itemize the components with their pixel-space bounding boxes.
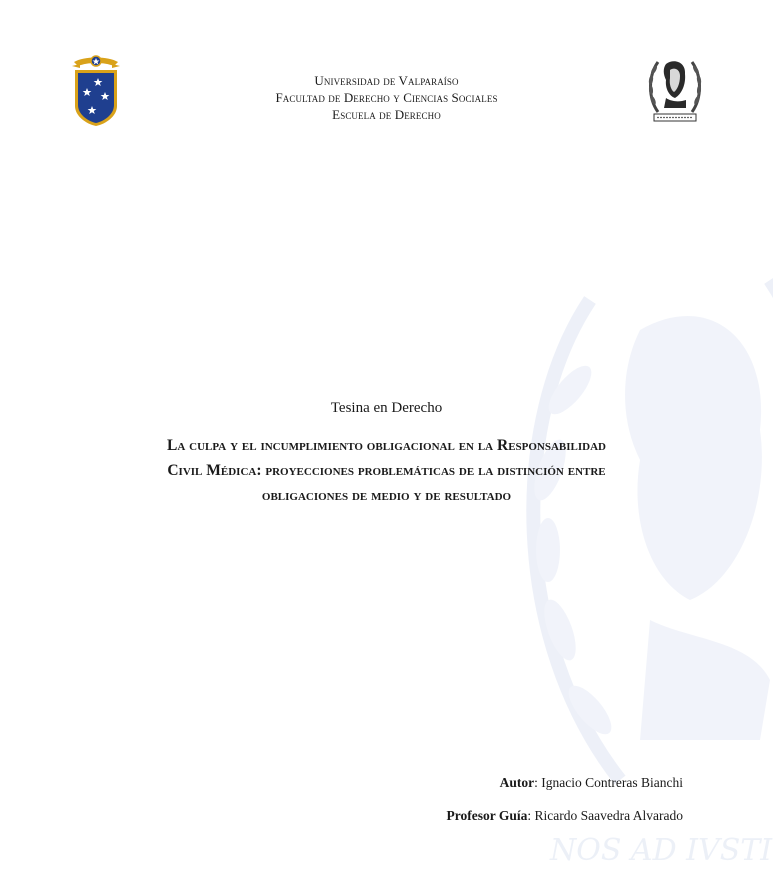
university-name: Universidad de Valparaíso: [314, 73, 459, 88]
degree-type: Tesina en Derecho: [330, 400, 443, 416]
thesis-title-line-3: obligaciones de medio y de resultado: [261, 487, 512, 504]
thesis-title-line-2: Civil Médica: proyecciones problemáticas de la distinción entre: [167, 462, 606, 479]
thesis-title: [60, 433, 713, 508]
advisor-label: Profesor Guía: [446, 808, 528, 823]
thesis-title-line-1: La culpa y el incumplimiento obligacional en la Responsabilidad: [166, 437, 606, 454]
author-label: Autor: [499, 775, 535, 790]
institution-header: [0, 72, 773, 123]
watermark-motto: NOS AD IVSTI: [550, 833, 773, 868]
author-credit: [500, 775, 683, 791]
advisor-credit: [447, 808, 683, 824]
faculty-name: Facultad de Derecho y Ciencias Sociales: [275, 90, 498, 105]
school-name: Escuela de Derecho: [332, 107, 441, 122]
advisor-name: : Ricardo Saavedra Alvarado: [527, 808, 683, 823]
author-name: : Ignacio Contreras Bianchi: [534, 775, 683, 790]
